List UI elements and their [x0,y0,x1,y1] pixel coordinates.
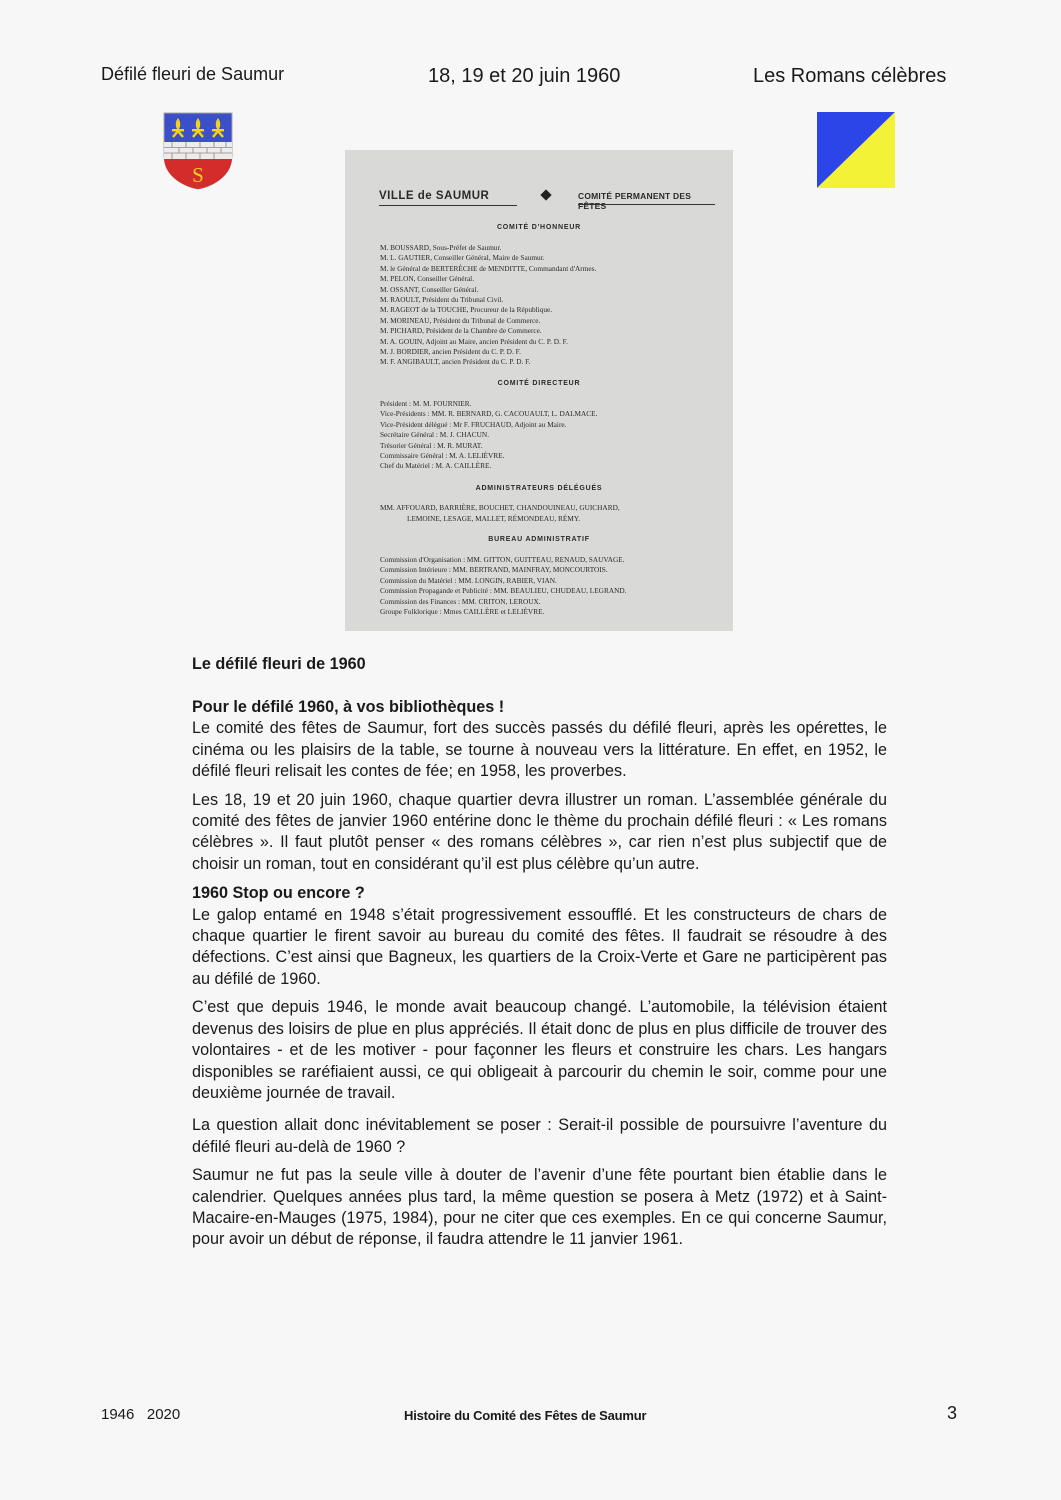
scan-line: M. J. BORDIER, ancien Président du C. P. D. F. [380,347,521,356]
subheading-stop-ou-encore: 1960 Stop ou encore ? [192,884,365,903]
scan-line: M. PELON, Conseiller Général. [380,274,475,284]
saumur-flag-icon [817,112,895,188]
paragraph: C’est que depuis 1946, le monde avait beaucoup changé. L’automobile, la télévision étaient devenus des loisirs de plue en plus appréciés. Il était donc de plus en plus difficile de trouver des volontaires - et de les motiver - pour façonner les fleurs et construire les chars. Les hangars disponibles se raréfiaient aussi, ce qui obligeait à parcourir du chemin le soir, comme pour une deuxième journée de travail. [192,998,887,1102]
scan-line: M. PICHARD, Président de la Chambre de Commerce. [380,326,542,336]
coat-letter: S [192,163,204,187]
scan-line: M. F. ANGIBAULT, ancien Président du C. P. D. F. [380,357,531,367]
paragraph: Le galop entamé en 1948 s’était progressivement essoufflé. Et les constructeurs de chars de chaque quartier le firent savoir au bureau du comité des fêtes. Il faudrait se résoudre à des défections. C’est ainsi que Bagneux, les quartiers de la Croix-Verte et Gare ne participèrent pas au défilé de 1960. [192,905,887,988]
paragraph: La question allait donc inévitablement se poser : Serait-il possible de poursuivre l’aventure du défilé fleuri au-delà de 1960 ? [192,1116,887,1156]
diamond-icon [540,189,551,200]
scan-heading [379,190,717,211]
scan-line: Commission Propagande et Publicité : MM. BEAULIEU, CHUDEAU, LEGRAND. [380,586,627,596]
scan-line: M. RAGEOT de la TOUCHE, Procureur de la République. [380,305,553,315]
article-body-1 [192,697,887,1251]
scan-line: M. MORINEAU, Président du Tribunal de Commerce. [380,315,541,325]
scan-line: M. le Général de BERTERÈCHE de MENDITTE, Commandant d'Armes. [380,263,597,273]
scan-line: MM. AFFOUARD, BARRIÈRE, BOUCHET, CHANDOUINEAU, GUICHARD, [380,503,620,512]
scan-line: LEMOINE, LESAGE, MALLET, RÉMONDEAU, RÉMY. [407,514,581,523]
scan-line: Commission Intérieure : MM. BERTRAND, MAINFRAY, MONCOURTOIS. [380,565,608,575]
scan-line: Président : M. M. FOURNIER. [380,399,472,408]
page-number: 3 [947,1403,958,1423]
header-date: 18, 19 et 20 juin 1960 [428,65,621,87]
saumur-coat-of-arms-icon [163,112,233,190]
paragraph: Les 18, 19 et 20 juin 1960, chaque quartier devra illustrer un roman. L’assemblée générale du comité des fêtes de janvier 1960 entérine donc le thème du prochain défilé fleuri : « Les romans célèbres ». Il faut plutôt penser « des romans célèbres », car rien n’est plus subjectif que de choisir un roman, tout en considérant qu’il est plus célèbre qu’un autre. [192,790,887,873]
section-title-honneur: COMITÉ D'HONNEUR [496,224,582,231]
header-theme: Les Romans célèbres [753,65,947,87]
committee-document-scan [345,150,733,631]
scan-line: Chef du Matériel : M. A. CAILLÈRE. [380,461,492,471]
header-left: Défilé fleuri de Saumur [101,64,285,84]
footer-title: Histoire du Comité des Fêtes de Saumur [404,1408,647,1423]
paragraph: Saumur ne fut pas la seule ville à douter de l’avenir d’une fête pourtant bien établie dans le calendrier. Quelques années plus tard, la même question se posera à Metz (1972) et à Saint-Macaire-en-Mauges (1975, 1984), pour ne citer que ces exemples. En ce qui concerne Saumur, pour avoir un début de réponse, il faudra attendre le 11 janvier 1961. [192,1166,887,1249]
article-heading: Le défilé fleuri de 1960 [192,655,366,673]
scan-line: M. RAOULT, Président du Tribunal Civil. [380,295,504,304]
article-title [192,654,887,675]
scan-line: Secrétaire Général : M. J. CHACUN. [380,430,490,440]
footer-years: 1946 2020 [101,1406,181,1423]
paragraph: Le comité des fêtes de Saumur, fort des succès passés du défilé fleuri, après les opérettes, le cinéma ou les plaisirs de la table, se tourne à nouveau vers la littérature. En effet, en 1952, le défilé fleuri relisait les contes de fée; en 1958, les proverbes. [192,719,887,781]
scan-line: Commission d'Organisation : MM. GITTON, GUITTEAU, RENAUD, SAUVAGE. [380,555,625,564]
scan-line: Trésorier Général : M. R. MURAT. [380,440,483,450]
scan-line: Commissaire Général : M. A. LELIÈVRE. [380,451,505,460]
scan-city-title: VILLE de SAUMUR [379,190,490,202]
scan-committee-title: COMITÉ PERMANENT DES FÊTES [578,191,692,211]
section-title-bureau: BUREAU ADMINISTRATIF [488,536,590,543]
scan-line: M. A. GOUIN, Adjoint au Maire, ancien Président du C. P. D. F. [380,336,568,346]
section-title-administrateurs: ADMINISTRATEURS DÉLÉGUÉS [475,485,603,492]
scan-line: M. BOUSSARD, Sous-Préfet de Saumur. [380,243,502,252]
scan-line: M. OSSANT, Conseiller Général. [380,284,479,294]
section-title-directeur: COMITÉ DIRECTEUR [497,380,581,387]
scan-line: M. L. GAUTIER, Conseiller Général, Maire de Saumur. [380,253,545,263]
scan-line: Vice-Président délégué : Mr F. FRUCHAUD, Adjoint au Maire. [380,419,567,429]
subheading-bibliotheques: Pour le défilé 1960, à vos bibliothèques ! [192,698,505,716]
scan-line: Commission des Finances : MM. CRITON, LEROUX. [380,596,541,606]
scan-line: Groupe Folklorique : Mmes CAILLÈRE et LELIÈVRE. [380,607,545,616]
scan-line: Vice-Présidents : MM. R. BERNARD, G. CACOUAULT, L. DALMACE. [380,409,598,419]
scan-line: Commission du Matériel : MM. LONGIN, RABIER, VIAN. [380,575,557,585]
